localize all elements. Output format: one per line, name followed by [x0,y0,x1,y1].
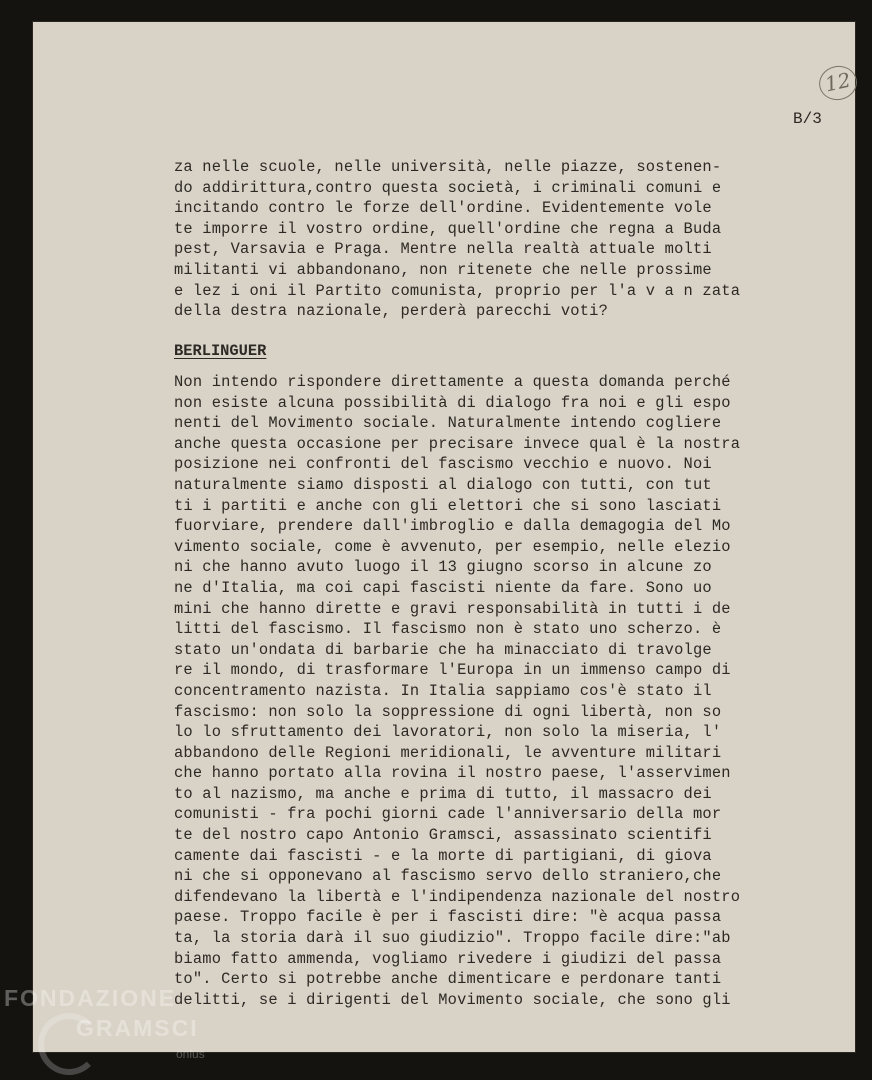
text-line: naturalmente siamo disposti al dialogo con tutti, con tut [174,475,712,494]
text-line: camente dai fascisti - e la morte di partigiani, di giova [174,846,712,865]
question-text [174,157,794,322]
text-line: posizione nei confronti del fascismo vecchio e nuovo. Noi [174,455,712,474]
text-line: ta, la storia darà il suo giudizio". Troppo facile dire:"ab [174,929,731,948]
text-line: to al nazismo, ma anche e prima di tutto, il massacro dei [174,784,712,803]
text-line: concentramento nazista. In Italia sappiamo cos'è stato il [174,681,712,700]
text-line: e lez i oni il Partito comunista, proprio per l'a v a n zata [174,281,741,300]
text-line: che hanno portato alla rovina il nostro paese, l'asservimen [174,764,731,783]
text-line: za nelle scuole, nelle università, nelle piazze, sostenen- [174,158,722,176]
text-line: Non intendo rispondere direttamente a questa domanda perché [174,373,731,391]
text-line: biamo fatto ammenda, vogliamo rivedere i giudizi del passa [174,949,722,968]
text-line: do addirittura,contro questa società, i criminali comuni e [174,178,722,197]
text-line: difendevano la libertà e l'indipendenza nazionale del nostro [174,887,741,906]
text-line: stato un'ondata di barbarie che ha minacciato di travolge [174,640,712,659]
text-line: pest, Varsavia e Praga. Mentre nella realtà attuale molti [174,240,712,259]
text-line: litti del fascismo. Il fascismo non è stato uno scherzo. è [174,620,722,639]
watermark-line3: onlus [176,1047,205,1061]
text-line: abbandono delle Regioni meridionali, le avventure militari [174,743,722,762]
answer-text [174,372,794,1010]
text-line: incitando contro le forze dell'ordine. Evidentemente vole [174,199,712,218]
text-line: to". Certo si potrebbe anche dimenticare e perdonare tanti [174,970,722,989]
text-line: fascismo: non solo la soppressione di ogni libertà, non so [174,702,722,721]
text-line: non esiste alcuna possibilità di dialogo fra noi e gli espo [174,393,731,412]
text-line: lo lo sfruttamento dei lavoratori, non solo la miseria, l' [174,723,722,742]
text-line: comunisti - fra pochi giorni cade l'anniversario della mor [174,805,722,824]
text-line: ti i partiti e anche con gli elettori che si sono lasciati [174,496,722,515]
text-line: vimento sociale, come è avvenuto, per esempio, nelle elezio [174,537,731,556]
text-line: re il mondo, di trasformare l'Europa in un immenso campo di [174,661,731,680]
text-line: anche questa occasione per precisare invece qual è la nostra [174,434,741,453]
text-line: ni che hanno avuto luogo il 13 giugno scorso in alcune zo [174,558,712,577]
text-line: te del nostro capo Antonio Gramsci, assassinato scientifi [174,826,712,845]
text-line: te imporre il vostro ordine, quell'ordine che regna a Buda [174,219,722,238]
text-line: della destra nazionale, perderà parecchi voti? [174,302,609,321]
text-line: militanti vi abbandonano, non ritenete che nelle prossime [174,260,712,279]
text-line: ne d'Italia, ma coi capi fascisti niente da fare. Sono uo [174,578,712,597]
page-number-stamp: 12 [816,62,860,103]
text-line: nenti del Movimento sociale. Naturalmente intendo cogliere [174,414,722,433]
watermark-line2: GRAMSCI [76,1015,199,1041]
text-line: paese. Troppo facile è per i fascisti dire: "è acqua passa [174,908,722,927]
text-line: mini che hanno dirette e gravi responsabilità in tutti i de [174,599,731,618]
text-line: ni che si opponevano al fascismo servo dello straniero,che [174,867,722,886]
text-line: fuorviare, prendere dall'imbroglio e dalla demagogia del Mo [174,517,731,536]
watermark-line1: FONDAZIONE [4,985,177,1011]
speaker-heading: BERLINGUER [174,342,267,360]
text-line: delitti, se i dirigenti del Movimento sociale, che sono gli [174,990,731,1009]
document-code: B/3 [793,110,822,128]
